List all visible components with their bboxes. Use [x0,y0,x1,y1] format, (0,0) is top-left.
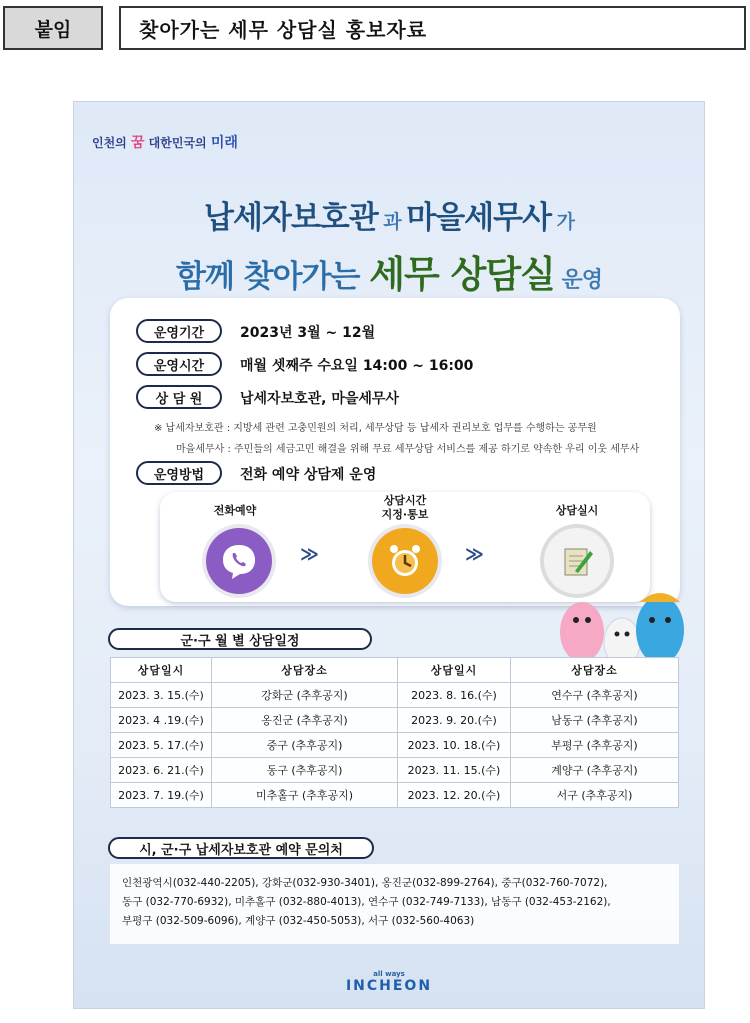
step-consult-label: 상담실시 [555,504,599,517]
note-protector: ※ 납세자보호관 : 지방세 관련 고충민원의 처리, 세무상담 등 납세자 권리보호 업무를 수행하는 공무원 [154,423,597,434]
method-label: 운영방법 [136,461,222,485]
contact-line: 인천광역시(032-440-2205), 강화군(032-930-3401), 옹진군(032-899-2764), 중구(032-760-7072), [122,877,608,889]
hours-value: 매월 셋째주 수요일 14:00 ~ 16:00 [240,358,474,374]
info-card [110,298,680,606]
poster-title-line1: 납세자보호관 과 마을세무사 가 [204,200,574,236]
contacts-list [110,864,679,944]
slogan: 인천의 꿈 대한민국의 미래 [92,135,238,151]
arrow-right-icon: ≫ [300,544,319,565]
alarm-clock-icon [372,528,438,594]
schedule-section-title: 군·구 월 별 상담일정 [108,628,372,650]
promo-poster [73,101,705,1009]
method-value: 전화 예약 상담제 운영 [240,467,377,483]
col-header: 상담일시 [398,658,511,683]
col-header: 상담일시 [111,658,212,683]
step-schedule-label: 상담시간 지정·통보 [381,494,429,521]
table-header-row [111,658,679,683]
col-header: 상담장소 [212,658,398,683]
phone-icon [206,528,272,594]
table-row: 2023. 4 .19.(수) 옹진군 (추후공지) 2023. 9. 20.(수) 남동구 (추후공지) [111,708,679,733]
period-label: 운영기간 [136,319,222,343]
step-phone-label: 전화예약 [213,504,257,517]
hours-label: 운영시간 [136,352,222,376]
counselor-value: 납세자보호관, 마을세무사 [240,391,399,407]
attachment-tag: 붙임 [3,6,103,50]
poster-title-line2: 함께 찾아가는 세무 상담실 운영 [175,253,603,296]
page-title: 찾아가는 세무 상담실 홍보자료 [119,6,746,50]
period-value: 2023년 3월 ~ 12월 [240,325,376,341]
schedule-table [110,657,679,808]
table-row: 2023. 6. 21.(수) 동구 (추후공지) 2023. 11. 15.(수) 계양구 (추후공지) [111,758,679,783]
col-header: 상담장소 [511,658,679,683]
table-row: 2023. 3. 15.(수) 강화군 (추후공지) 2023. 8. 16.(수) 연수구 (추후공지) [111,683,679,708]
contacts-section-title: 시, 군·구 납세자보호관 예약 문의처 [108,837,374,859]
contact-line: 부평구 (032-509-6096), 계양구 (032-450-5053), 서구 (032-560-4063) [122,915,475,927]
table-row: 2023. 5. 17.(수) 중구 (추후공지) 2023. 10. 18.(수) 부평구 (추후공지) [111,733,679,758]
contact-line: 동구 (032-770-6932), 미추홀구 (032-880-4013), 연수구 (032-749-7133), 남동구 (032-453-2162), [122,896,611,908]
counselor-label: 상 담 원 [136,385,222,409]
incheon-logo: all ways INCHEON [345,970,433,994]
arrow-right-icon: ≫ [465,544,484,565]
table-row: 2023. 7. 19.(수) 미추홀구 (추후공지) 2023. 12. 20.(수) 서구 (추후공지) [111,783,679,808]
note-village-tax: 마을세무사 : 주민들의 세금고민 해결을 위해 무료 세무상담 서비스를 제공 하기로 약속한 우리 이웃 세무사 [176,444,640,455]
